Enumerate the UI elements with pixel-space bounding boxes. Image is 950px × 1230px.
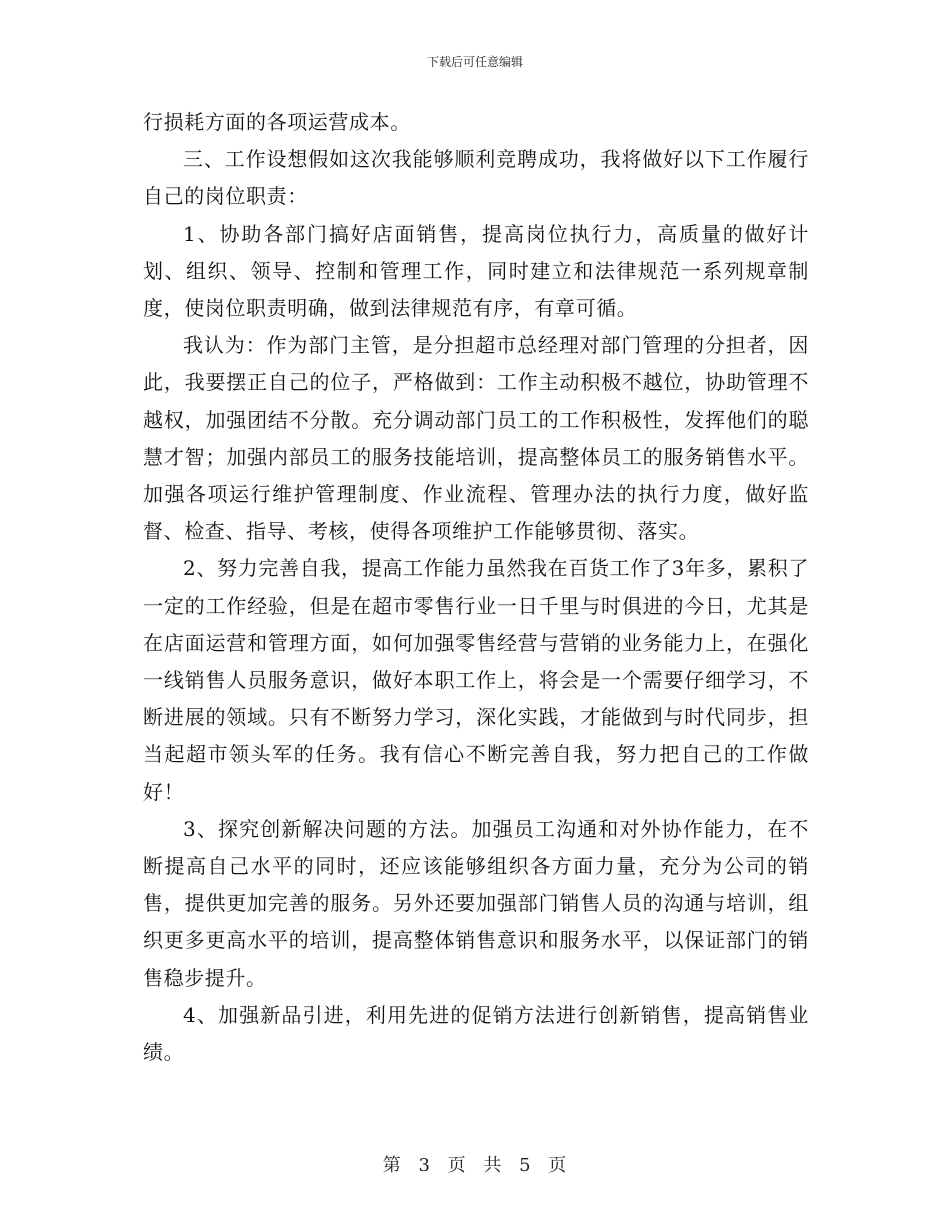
footer-label-di: 第	[382, 1155, 402, 1176]
current-page-number: 3	[418, 1155, 431, 1176]
paragraph: 我认为：作为部门主管，是分担超市总经理对部门管理的分担者，因此，我要摆正自己的位子，严格做到：工作主动积极不越位，协助管理不越权，加强团结不分散。充分调动部门员工的工作积极性，发挥他们的聪慧才智；加强内部员工的服务技能培训，提高整体员工的服务销售水平。加强各项运行维护管理制度、作业流程、管理办法的执行力度，做好监督、检查、指导、考核，使得各项维护工作能够贯彻、落实。	[143, 333, 809, 544]
paragraph: 4、加强新品引进，利用先进的促销方法进行创新销售，提高销售业绩。	[143, 1002, 809, 1065]
paragraph: 2、努力完善自我，提高工作能力虽然我在百货工作了3年多，累积了一定的工作经验，但是在超市零售行业一日千里与时俱进的今日，尤其是在店面运营和管理方面，如何加强零售经营与营销的业务能力上，在强化一线销售人员服务意识，做好本职工作上，将会是一个需要仔细学习，不断进展的领域。只有不断努力学习，深化实践，才能做到与时代同步，担当起超市领头军的任务。我有信心不断完善自我，努力把自己的工作做好！	[143, 556, 809, 804]
footer-label-ye-2: 页	[548, 1155, 568, 1176]
footer-label-ye: 页	[447, 1155, 467, 1176]
page-number-footer	[0, 1154, 950, 1178]
footer-label-gong: 共	[483, 1155, 503, 1176]
paragraph: 三、工作设想假如这次我能够顺利竞聘成功，我将做好以下工作履行自己的岗位职责：	[143, 147, 809, 209]
total-page-count: 5	[519, 1155, 532, 1176]
page-header-note: 下载后可任意编辑	[426, 55, 523, 69]
paragraph: 3、探究创新解决问题的方法。加强员工沟通和对外协作能力，在不断提高自己水平的同时，还应该能够组织各方面力量，充分为公司的销售，提供更加完善的服务。另外还要加强部门销售人员的沟通与培训，组织更多更高水平的培训，提高整体销售意识和服务水平，以保证部门的销售稳步提升。	[143, 816, 809, 990]
paragraph: 1、协助各部门搞好店面销售，提高岗位执行力，高质量的做好计划、组织、领导、控制和管理工作，同时建立和法律规范一系列规章制度，使岗位职责明确，做到法律规范有序，有章可循。	[143, 221, 809, 321]
paragraph: 行损耗方面的各项运营成本。	[143, 110, 411, 134]
document-body	[143, 104, 809, 1071]
